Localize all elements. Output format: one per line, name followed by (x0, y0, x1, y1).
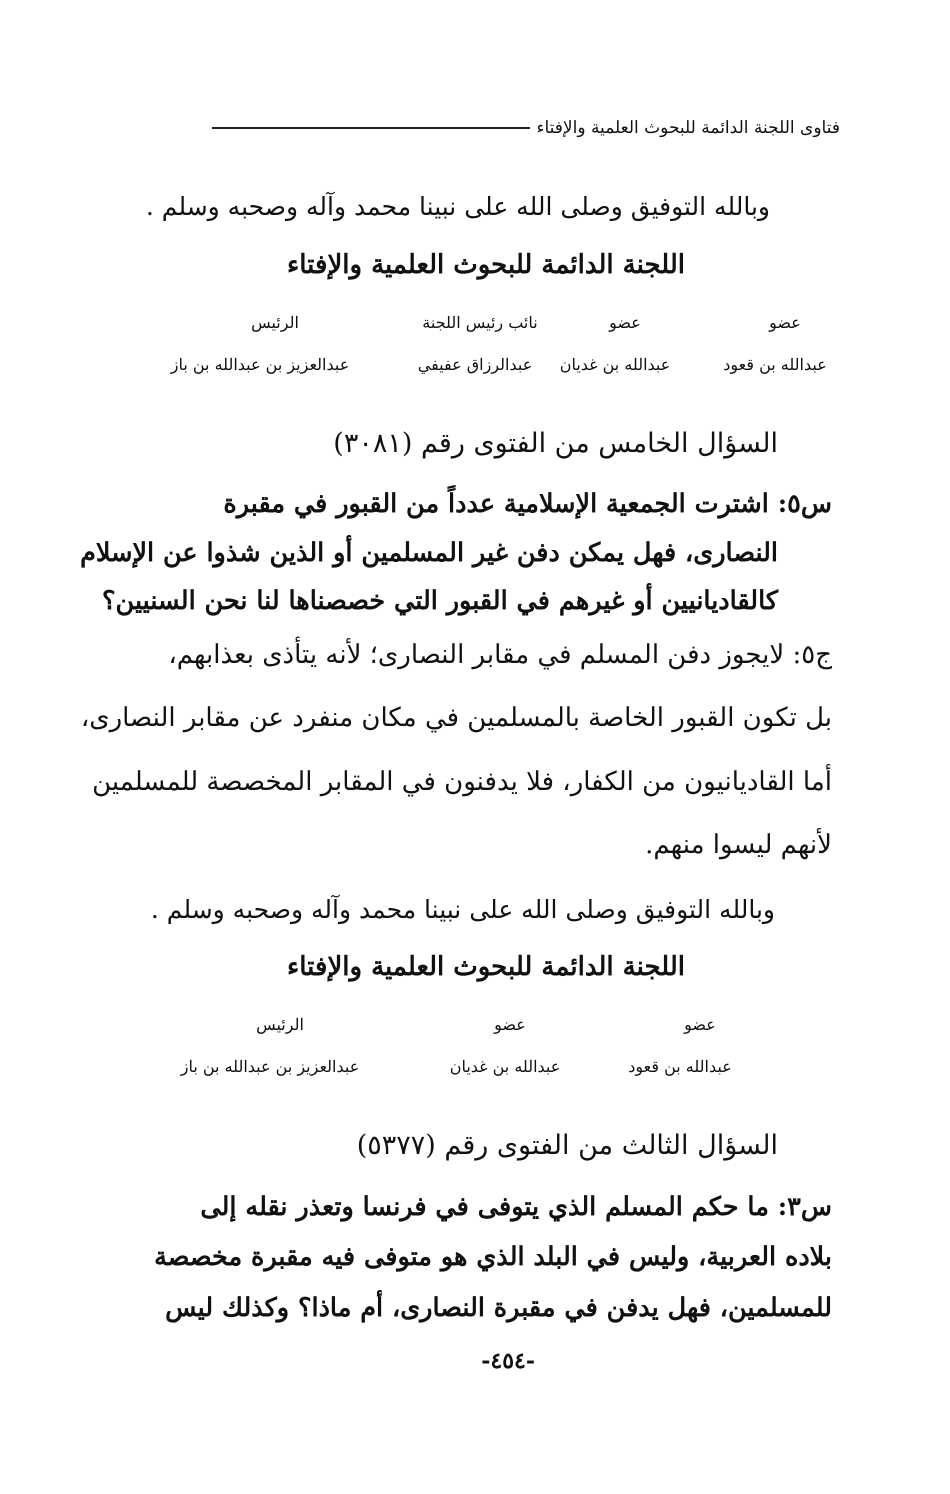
answer-line: لأنهم ليسوا منهم. (645, 830, 832, 860)
closing-line: وبالله التوفيق وصلى الله على نبينا محمد وآله وصحبه وسلم . (145, 192, 770, 221)
question-heading: السؤال الخامس من الفتوى رقم (٣٠٨١) (333, 428, 778, 459)
question-line: بلاده العربية، وليس في البلد الذي هو متوفى فيه مقبرة مخصصة (154, 1242, 832, 1272)
signatory-role: عضو (609, 313, 641, 332)
signatory-name: عبدالعزيز بن عبدالله بن باز (180, 1057, 360, 1076)
running-title: فتاوى اللجنة الدائمة للبحوث العلمية والإفتاء (536, 118, 840, 138)
running-header (212, 118, 840, 138)
question-line: كالقاديانيين أو غيرهم في القبور التي خصصناها لنا نحن السنيين؟ (102, 586, 778, 616)
committee-name: اللجنة الدائمة للبحوث العلمية والإفتاء (287, 250, 685, 280)
question-line: للمسلمين، فهل يدفن في مقبرة النصارى، أم ماذا؟ وكذلك ليس (165, 1293, 832, 1323)
signatory-role: عضو (684, 1015, 716, 1034)
signatory-role: الرئيس (256, 1015, 304, 1034)
signatory-name: عبدالعزيز بن عبدالله بن باز (170, 355, 350, 374)
signatory-role: عضو (494, 1015, 526, 1034)
signatory-name: عبدالله بن قعود (628, 1057, 732, 1076)
question-line: س٣: ما حكم المسلم الذي يتوفى في فرنسا وتعذر نقله إلى (200, 1192, 832, 1222)
signatory-name: عبدالله بن غديان (559, 355, 671, 374)
committee-name: اللجنة الدائمة للبحوث العلمية والإفتاء (287, 952, 685, 982)
page-number: -٤٥٤- (481, 1348, 535, 1374)
signatory-name: عبدالله بن قعود (723, 355, 827, 374)
signatory-role: نائب رئيس اللجنة (422, 313, 538, 332)
signatory-name: عبدالرزاق عفيفي (417, 355, 533, 374)
signatory-name: عبدالله بن غديان (449, 1057, 561, 1076)
question-line: س٥: اشترت الجمعية الإسلامية عدداً من القبور في مقبرة (223, 489, 832, 519)
answer-line: ج٥: لايجوز دفن المسلم في مقابر النصارى؛ لأنه يتأذى بعذابهم، (168, 640, 832, 670)
question-line: النصارى، فهل يمكن دفن غير المسلمين أو الذين شذوا عن الإسلام (80, 538, 778, 568)
closing-line: وبالله التوفيق وصلى الله على نبينا محمد وآله وصحبه وسلم . (150, 895, 775, 924)
answer-line: أما القاديانيون من الكفار، فلا يدفنون في المقابر المخصصة للمسلمين (92, 767, 832, 797)
signatory-role: عضو (769, 313, 801, 332)
signatory-role: الرئيس (251, 313, 299, 332)
header-rule (212, 127, 530, 129)
question-heading: السؤال الثالث من الفتوى رقم (٥٣٧٧) (356, 1130, 778, 1161)
answer-line: بل تكون القبور الخاصة بالمسلمين في مكان منفرد عن مقابر النصارى، (80, 703, 832, 733)
